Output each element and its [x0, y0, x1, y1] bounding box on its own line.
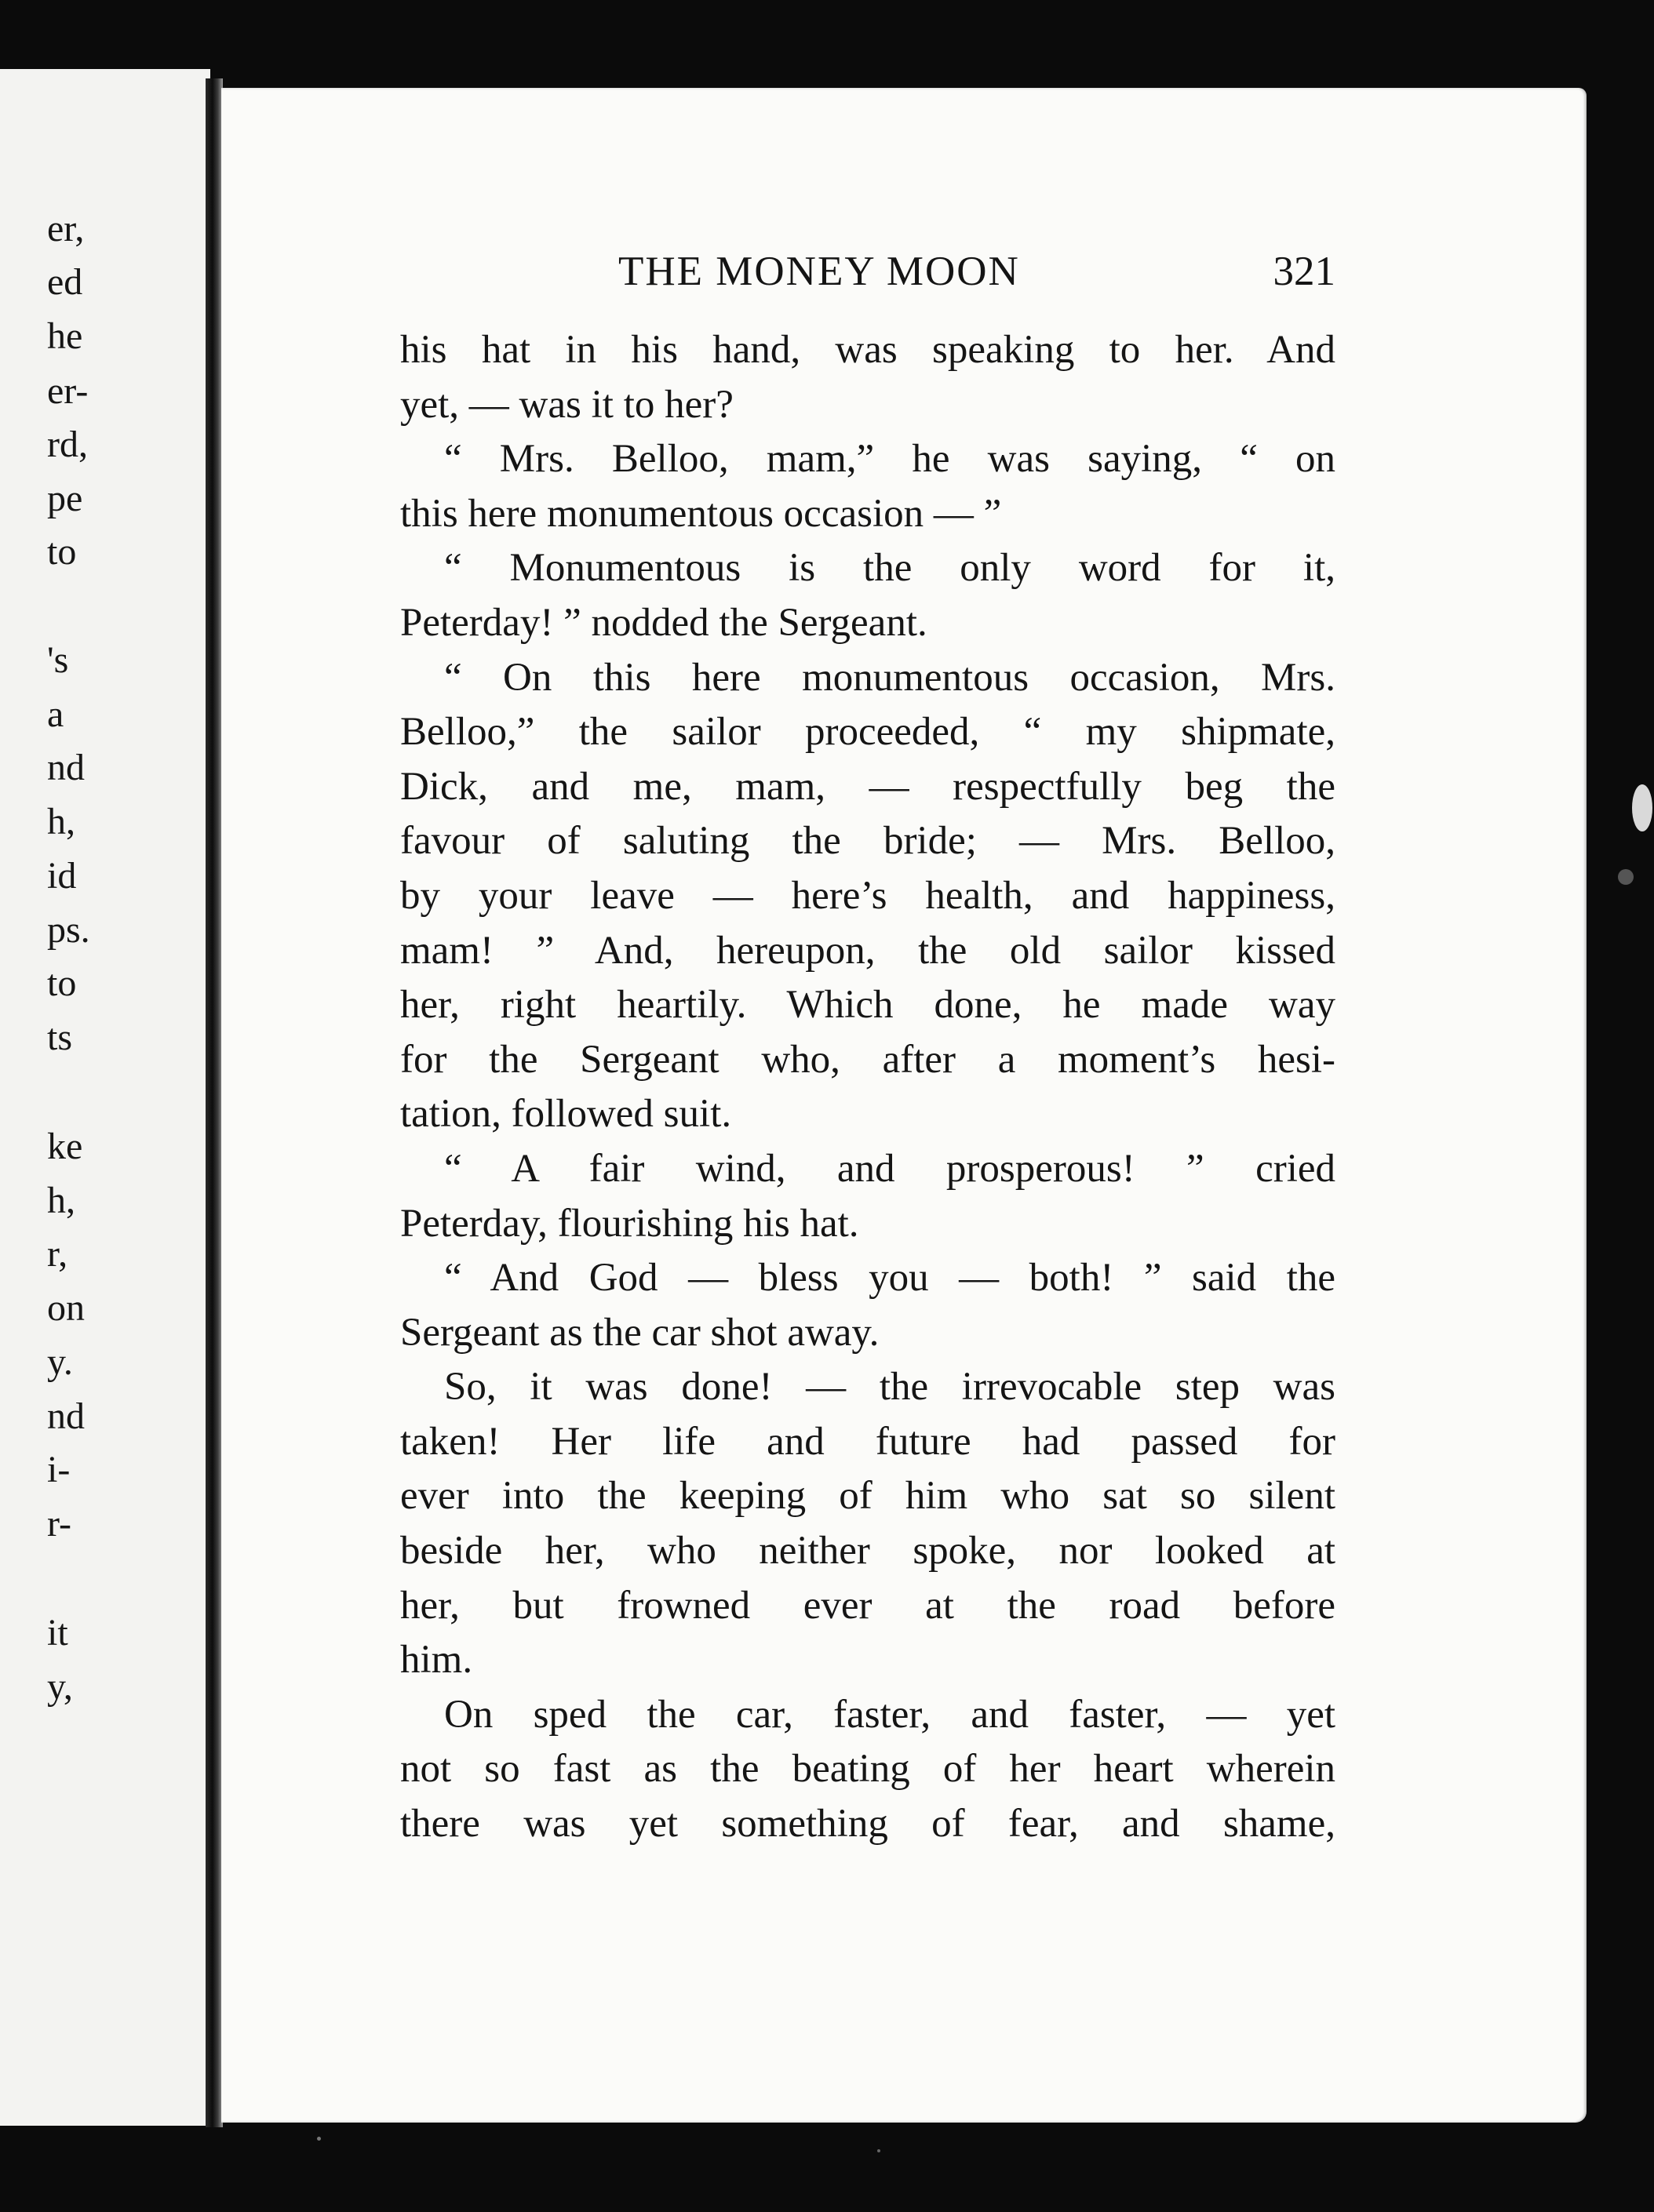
- text-line: ever into the keeping of him who sat so silent: [400, 1474, 1335, 1519]
- previous-page-fragment: he: [47, 315, 83, 357]
- previous-page-fragment: h,: [47, 801, 75, 842]
- text-line: her, right heartily. Which done, he made way: [400, 983, 1335, 1028]
- previous-page-fragment: r,: [47, 1233, 68, 1275]
- previous-page-fragment: y.: [47, 1341, 73, 1383]
- previous-page-fragment: r-: [47, 1503, 72, 1544]
- previous-page-fragment: er,: [47, 208, 85, 249]
- previous-page-fragment: er-: [47, 370, 89, 412]
- scan-speck: [1632, 784, 1652, 831]
- previous-page-fragment: ke: [47, 1126, 83, 1167]
- text-line: Peterday, flourishing his hat.: [400, 1201, 859, 1246]
- text-line: there was yet something of fear, and shame,: [400, 1802, 1335, 1846]
- running-head: [400, 248, 1335, 303]
- previous-page-fragment: on: [47, 1287, 85, 1329]
- previous-page-edge: [0, 69, 210, 2126]
- previous-page-fragment: a: [47, 693, 64, 735]
- previous-page-fragment: i-: [47, 1449, 71, 1490]
- text-line: by your leave — here’s health, and happiness,: [400, 873, 1335, 918]
- text-line: “ Mrs. Belloo, mam,” he was saying, “ on: [444, 437, 1335, 482]
- previous-page-fragment: ed: [47, 261, 83, 303]
- previous-page-fragment: to: [47, 962, 77, 1004]
- text-line: him.: [400, 1638, 473, 1683]
- text-line: On sped the car, faster, and faster, — yet: [444, 1692, 1335, 1737]
- text-line: favour of saluting the bride; — Mrs. Belloo,: [400, 819, 1335, 864]
- text-line: “ On this here monumentous occasion, Mrs.: [444, 655, 1335, 700]
- text-line: “ Monumentous is the only word for it,: [444, 546, 1335, 591]
- text-line: for the Sergeant who, after a moment’s hesi-: [400, 1037, 1335, 1082]
- running-title: THE MONEY MOON: [618, 249, 1020, 294]
- scan-speck: [317, 2137, 321, 2141]
- text-line: yet, — was it to her?: [400, 382, 734, 427]
- text-line: beside her, who neither spoke, nor looked at: [400, 1529, 1335, 1574]
- text-line: “ And God — bless you — both! ” said the: [444, 1256, 1335, 1301]
- text-line: Sergeant as the car shot away.: [400, 1310, 880, 1355]
- page-number: 321: [1273, 249, 1335, 294]
- body-text: [400, 323, 1335, 1852]
- previous-page-fragment: it: [47, 1612, 68, 1654]
- book-page: [221, 88, 1587, 2123]
- text-line: taken! Her life and future had passed for: [400, 1419, 1335, 1464]
- text-line: mam! ” And, hereupon, the old sailor kissed: [400, 928, 1335, 973]
- previous-page-fragment: nd: [47, 747, 85, 788]
- previous-page-fragment: nd: [47, 1395, 85, 1437]
- previous-page-fragment: to: [47, 531, 77, 573]
- previous-page-fragment: y,: [47, 1666, 73, 1708]
- text-line: tation, followed suit.: [400, 1092, 732, 1137]
- previous-page-fragment: ps.: [47, 909, 90, 951]
- text-line: “ A fair wind, and prosperous! ” cried: [444, 1146, 1335, 1191]
- text-line: his hat in his hand, was speaking to her. And: [400, 328, 1335, 372]
- text-line: not so fast as the beating of her heart wherein: [400, 1747, 1335, 1792]
- previous-page-fragment: ts: [47, 1017, 73, 1058]
- text-line: Belloo,” the sailor proceeded, “ my shipmate,: [400, 710, 1335, 755]
- text-line: her, but frowned ever at the road before: [400, 1583, 1335, 1628]
- book-gutter: [206, 78, 223, 2127]
- previous-page-fragment: 's: [47, 639, 69, 681]
- previous-page-fragment: id: [47, 855, 77, 897]
- previous-page-fragment: h,: [47, 1180, 75, 1221]
- text-line: this here monumentous occasion — ”: [400, 491, 1002, 536]
- scan-speck: [877, 2149, 880, 2152]
- previous-page-fragment: rd,: [47, 424, 88, 465]
- scan-speck: [1618, 869, 1634, 885]
- text-line: Peterday! ” nodded the Sergeant.: [400, 600, 927, 645]
- text-line: Dick, and me, mam, — respectfully beg the: [400, 764, 1335, 809]
- text-line: So, it was done! — the irrevocable step was: [444, 1365, 1335, 1410]
- previous-page-fragment: pe: [47, 478, 83, 519]
